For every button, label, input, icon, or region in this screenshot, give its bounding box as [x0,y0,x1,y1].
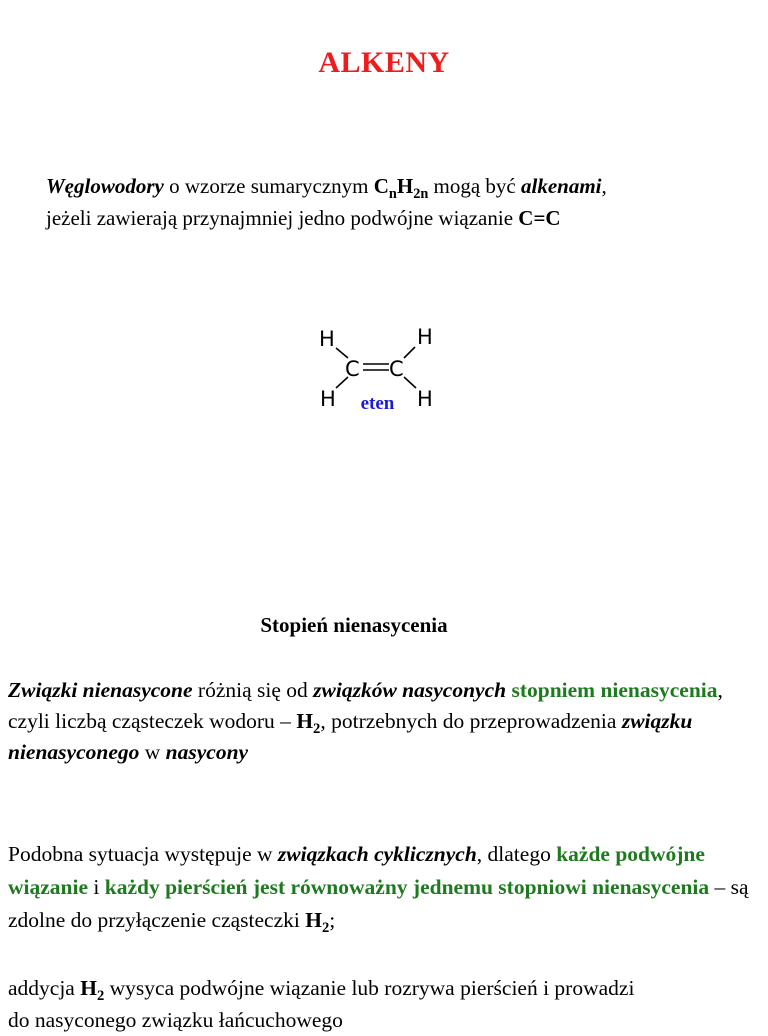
term-unsaturated-compound: związku nienasyconego [8,709,693,764]
section-heading: Stopień nienasycenia [260,613,448,637]
formula-h-subscript: 2 [321,920,330,937]
bond-h-top-left [336,348,348,358]
intro-text: mogą być [428,174,522,198]
atom-h-top-left: H [319,327,335,351]
paragraph-text: – są zdolne do przyłączenie cząsteczki [8,875,749,932]
formula-c-symbol: C [373,174,389,198]
paragraph-text: addycja [8,976,81,1000]
formula-h-subscript: 2 [313,721,321,738]
formula-c-subscript: n [388,185,397,202]
paragraph-text: ; [329,908,336,932]
formula-h [396,174,429,202]
intro-term-hydrocarbons: Węglowodory [46,174,164,198]
double-bond-notation: C=C [518,206,561,230]
formula-h2 [305,908,330,937]
formula-c [373,174,397,202]
bond-h-top-right [404,347,415,358]
paragraph-text: , dlatego [476,842,557,866]
term-saturated-compounds: związków nasyconych [313,678,507,702]
cyclic-paragraph [8,838,760,937]
intro-text: o wzorze sumarycznym [163,174,374,198]
unsaturation-paragraph [8,675,760,768]
formula-h-symbol: H [296,709,314,733]
molecule-label: eten [360,393,395,414]
paragraph-text: w [139,740,166,764]
atom-c-right: C [389,357,404,381]
intro-term-alkenes: alkenami [521,174,602,198]
atom-h-bottom-left: H [320,387,336,411]
intro-text: jeżeli zawierają przynajmniej jedno podwójne wiązanie [46,206,519,230]
paragraph-text: do nasyconego związku łańcuchowego [8,1008,343,1032]
formula-h-subscript: 2n [413,185,429,202]
term-cyclic-compounds: związkach cyklicznych [277,842,477,866]
term-saturated: nasycony [165,740,249,764]
page-title: ALKENY [318,46,450,79]
bond-h-bottom-left [336,377,348,388]
intro-text: , [601,174,607,198]
formula-h-symbol: H [396,174,414,198]
highlight-each-ring: każdy pierścień jest równoważny jednemu stopniowi nienasycenia [104,875,710,899]
intro-paragraph [46,170,756,234]
atom-h-bottom-right: H [417,387,433,411]
formula-h-subscript: 2 [96,988,105,1005]
paragraph-text: , czyli liczbą cząsteczek wodoru – [8,678,723,733]
atom-c-left: C [345,357,360,381]
paragraph-text: , potrzebnych do przeprowadzenia [320,709,622,733]
formula-h-symbol: H [80,976,97,1000]
formula-h2 [296,709,321,738]
addition-paragraph [8,972,768,1036]
formula-h-symbol: H [305,908,322,932]
atom-h-top-right: H [417,325,433,349]
paragraph-text: i [88,875,105,899]
paragraph-text: różnią się od [192,678,314,702]
bond-h-bottom-right [404,377,416,388]
formula-h2 [80,976,105,1005]
term-unsaturated-compounds: Związki nienasycone [8,678,193,702]
paragraph-text: Podobna sytuacja występuje w [8,842,278,866]
highlight-each-double-bond: każde podwójne wiązanie [8,842,705,899]
paragraph-text: wysyca podwójne wiązanie lub rozrywa pierścień i prowadzi [104,976,635,1000]
highlight-degree-of-unsaturation: stopniem nienasycenia [511,678,718,702]
